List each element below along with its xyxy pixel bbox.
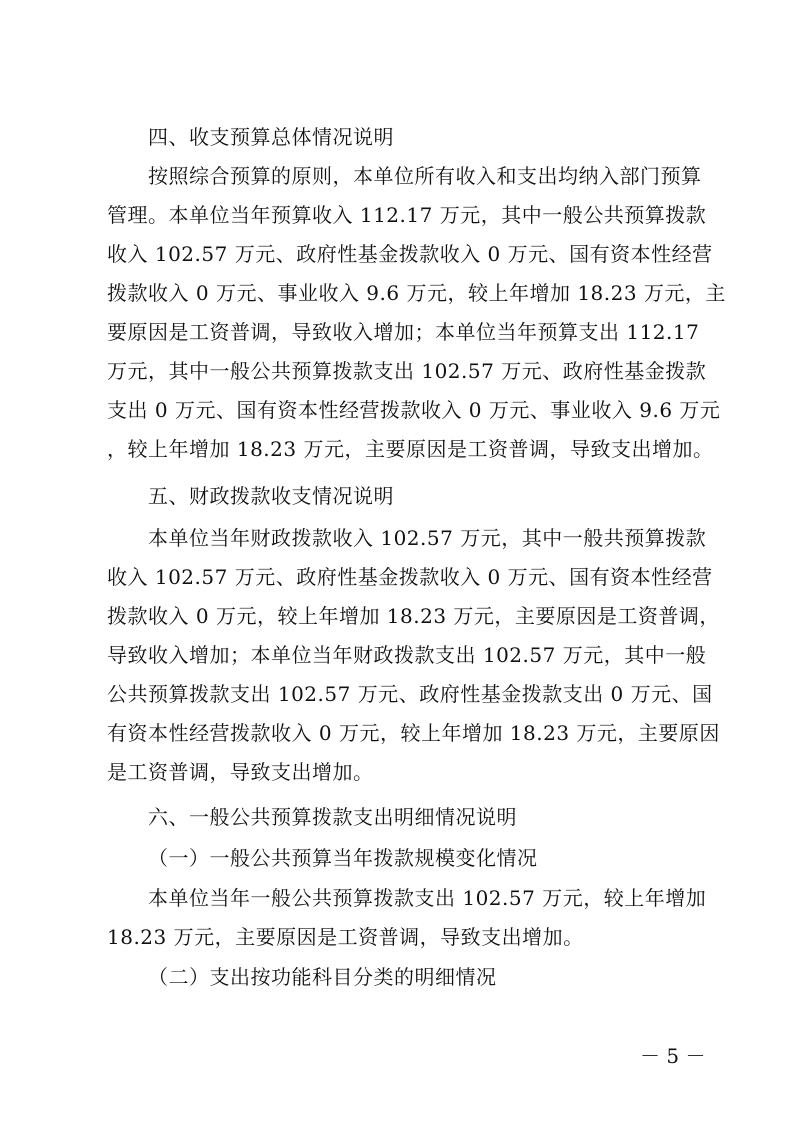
section-heading-5: 五、财政拨款收支情况说明 xyxy=(148,484,394,508)
paragraph-line: ，较上年增加 18.23 万元，主要原因是工资普调，导致支出增加。 xyxy=(107,437,714,461)
paragraph-line: 18.23 万元，主要原因是工资普调，导致支出增加。 xyxy=(107,925,584,949)
paragraph-line: 拨款收入 0 万元、事业收入 9.6 万元，较上年增加 18.23 万元，主 xyxy=(107,281,726,305)
paragraph-line: 管理。本单位当年预算收入 112.17 万元，其中一般公共预算拨款 xyxy=(107,203,707,227)
paragraph-line: 导致收入增加；本单位当年财政拨款支出 102.57 万元，其中一般 xyxy=(107,643,707,667)
section-heading-6: 六、一般公共预算拨款支出明细情况说明 xyxy=(148,805,517,829)
paragraph-line: 本单位当年财政拨款收入 102.57 万元，其中一般共预算拨款 xyxy=(148,526,707,550)
paragraph-line: 收入 102.57 万元、政府性基金拨款收入 0 万元、国有资本性经营 xyxy=(107,565,713,589)
paragraph-line: 拨款收入 0 万元，较上年增加 18.23 万元，主要原因是工资普调， xyxy=(107,604,720,628)
paragraph-line: 按照综合预算的原则，本单位所有收入和支出均纳入部门预算 xyxy=(148,164,702,188)
subsection-heading-2: （二）支出按功能科目分类的明细情况 xyxy=(148,965,497,989)
section-heading-4: 四、收支预算总体情况说明 xyxy=(148,125,394,149)
paragraph-line: 要原因是工资普调，导致收入增加；本单位当年预算支出 112.17 xyxy=(107,320,700,344)
paragraph-line: 是工资普调，导致支出增加。 xyxy=(107,760,374,784)
paragraph-line: 本单位当年一般公共预算拨款支出 102.57 万元，较上年增加 xyxy=(148,886,707,910)
paragraph-line: 万元，其中一般公共预算拨款支出 102.57 万元、政府性基金拨款 xyxy=(107,359,707,383)
paragraph-line: 支出 0 万元、国有资本性经营拨款收入 0 万元、事业收入 9.6 万元 xyxy=(107,398,721,422)
page-number: － 5 － xyxy=(640,1044,706,1068)
paragraph-line: 收入 102.57 万元、政府性基金拨款收入 0 万元、国有资本性经营 xyxy=(107,242,713,266)
subsection-heading-1: （一）一般公共预算当年拨款规模变化情况 xyxy=(148,846,538,870)
paragraph-line: 公共预算拨款支出 102.57 万元、政府性基金拨款支出 0 万元、国 xyxy=(107,682,713,706)
paragraph-line: 有资本性经营拨款收入 0 万元，较上年增加 18.23 万元，主要原因 xyxy=(107,721,720,745)
